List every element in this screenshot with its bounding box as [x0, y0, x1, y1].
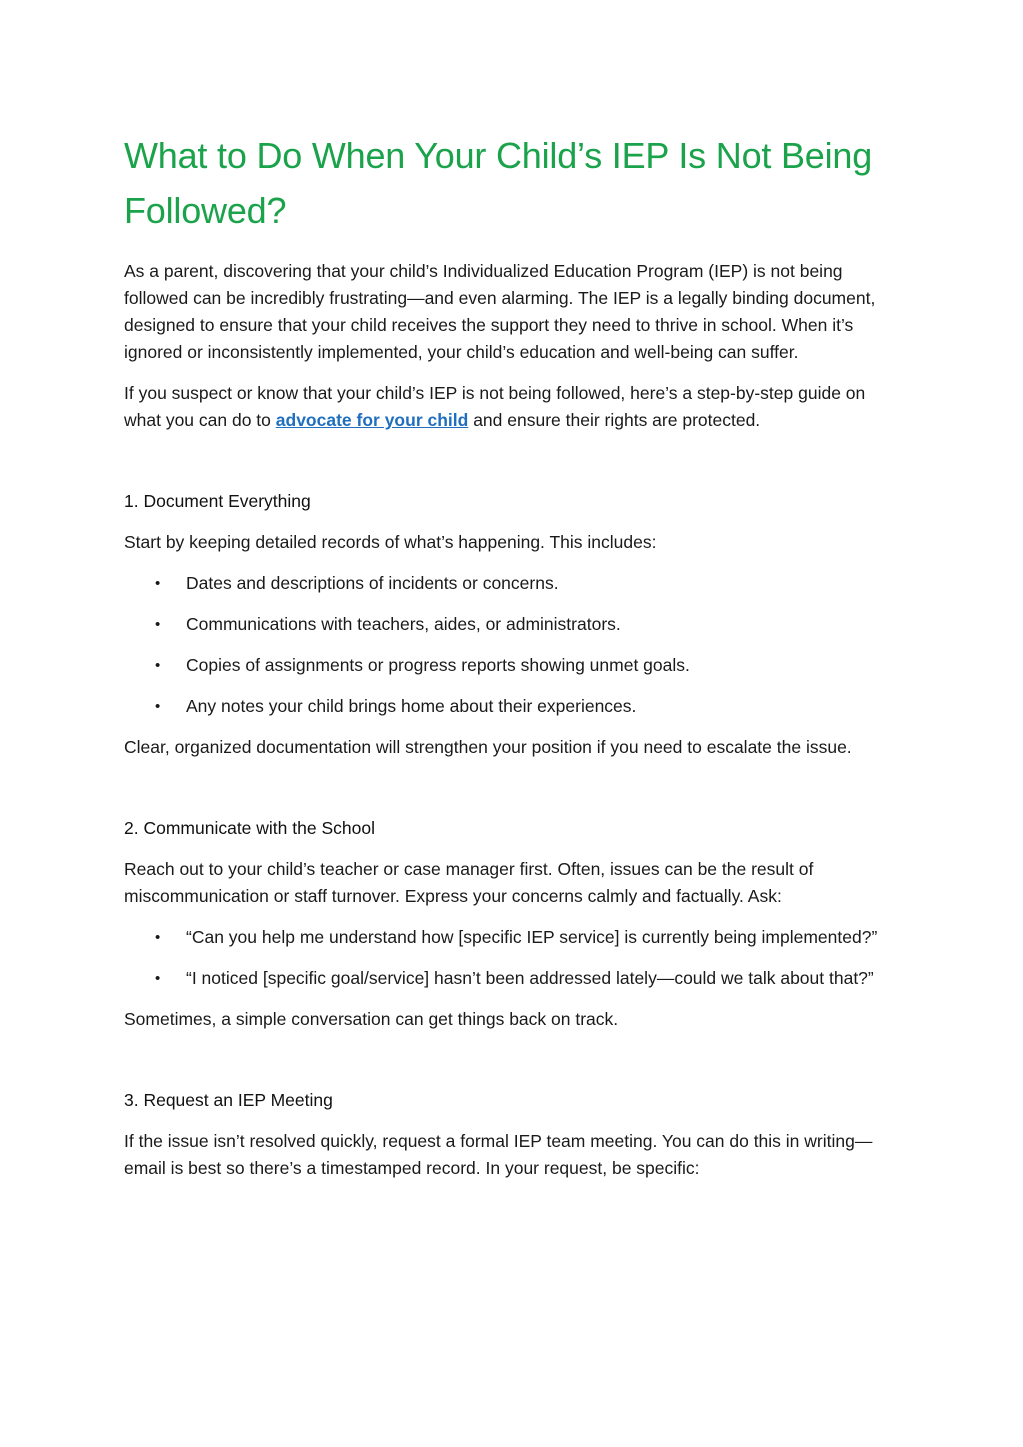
section-lead: Start by keeping detailed records of what’s happening. This includes:	[124, 532, 657, 552]
intro-text-before-link: If you suspect or know that your child’s IEP is not being followed, here’s a step-by-step guide on what you can do to	[124, 383, 866, 430]
list-item-text: Dates and descriptions of incidents or concerns.	[186, 573, 559, 593]
intro-text-after-link: and ensure their rights are protected.	[468, 410, 761, 430]
intro-paragraph: As a parent, discovering that your child’s Individualized Education Program (IEP) is not being followed can be incredibly frustrating—and even alarming. The IEP is a legally binding document, designed to ensure that your child receives the support they need to thrive in school. When it’s ignored or inconsistently implemented, your child’s education and well-being can suffer.	[124, 261, 876, 362]
bullet-icon: •	[155, 970, 161, 987]
bullet-icon: •	[155, 698, 161, 715]
section-lead: If the issue isn’t resolved quickly, request a formal IEP team meeting. You can do this in writing—email is best so there’s a timestamped record. In your request, be specific:	[124, 1131, 873, 1178]
section-heading-request-meeting: 3. Request an IEP Meeting	[124, 1090, 333, 1110]
section-heading-document-everything: 1. Document Everything	[124, 491, 311, 511]
list-item-text: Communications with teachers, aides, or administrators.	[186, 614, 621, 634]
bullet-icon: •	[155, 929, 161, 946]
list-item	[124, 611, 904, 638]
bullet-list	[124, 924, 904, 992]
list-item	[124, 570, 904, 597]
intro-paragraph-2	[124, 380, 904, 434]
list-item	[124, 652, 904, 679]
bullet-icon: •	[155, 657, 161, 674]
bullet-icon: •	[155, 575, 161, 592]
bullet-list	[124, 570, 904, 720]
advocate-link[interactable]: advocate for your child	[275, 410, 469, 430]
list-item-text: “I noticed [specific goal/service] hasn’t been addressed lately—could we talk about that?”	[186, 968, 874, 988]
page-title: What to Do When Your Child’s IEP Is Not Being Followed?	[124, 135, 873, 231]
section-heading-communicate: 2. Communicate with the School	[124, 818, 375, 838]
list-item-text: Copies of assignments or progress reports showing unmet goals.	[186, 655, 690, 675]
list-item	[124, 965, 904, 992]
list-item	[124, 693, 904, 720]
section-lead: Reach out to your child’s teacher or case manager first. Often, issues can be the result of miscommunication or staff turnover. Express your concerns calmly and factually. Ask:	[124, 859, 814, 906]
document-page	[124, 128, 904, 1196]
section-closing: Sometimes, a simple conversation can get things back on track.	[124, 1009, 619, 1029]
section-closing: Clear, organized documentation will strengthen your position if you need to escalate the issue.	[124, 737, 852, 757]
list-item	[124, 924, 904, 951]
list-item-text: “Can you help me understand how [specific IEP service] is currently being implemented?”	[186, 927, 878, 947]
bullet-icon: •	[155, 616, 161, 633]
list-item-text: Any notes your child brings home about their experiences.	[186, 696, 637, 716]
